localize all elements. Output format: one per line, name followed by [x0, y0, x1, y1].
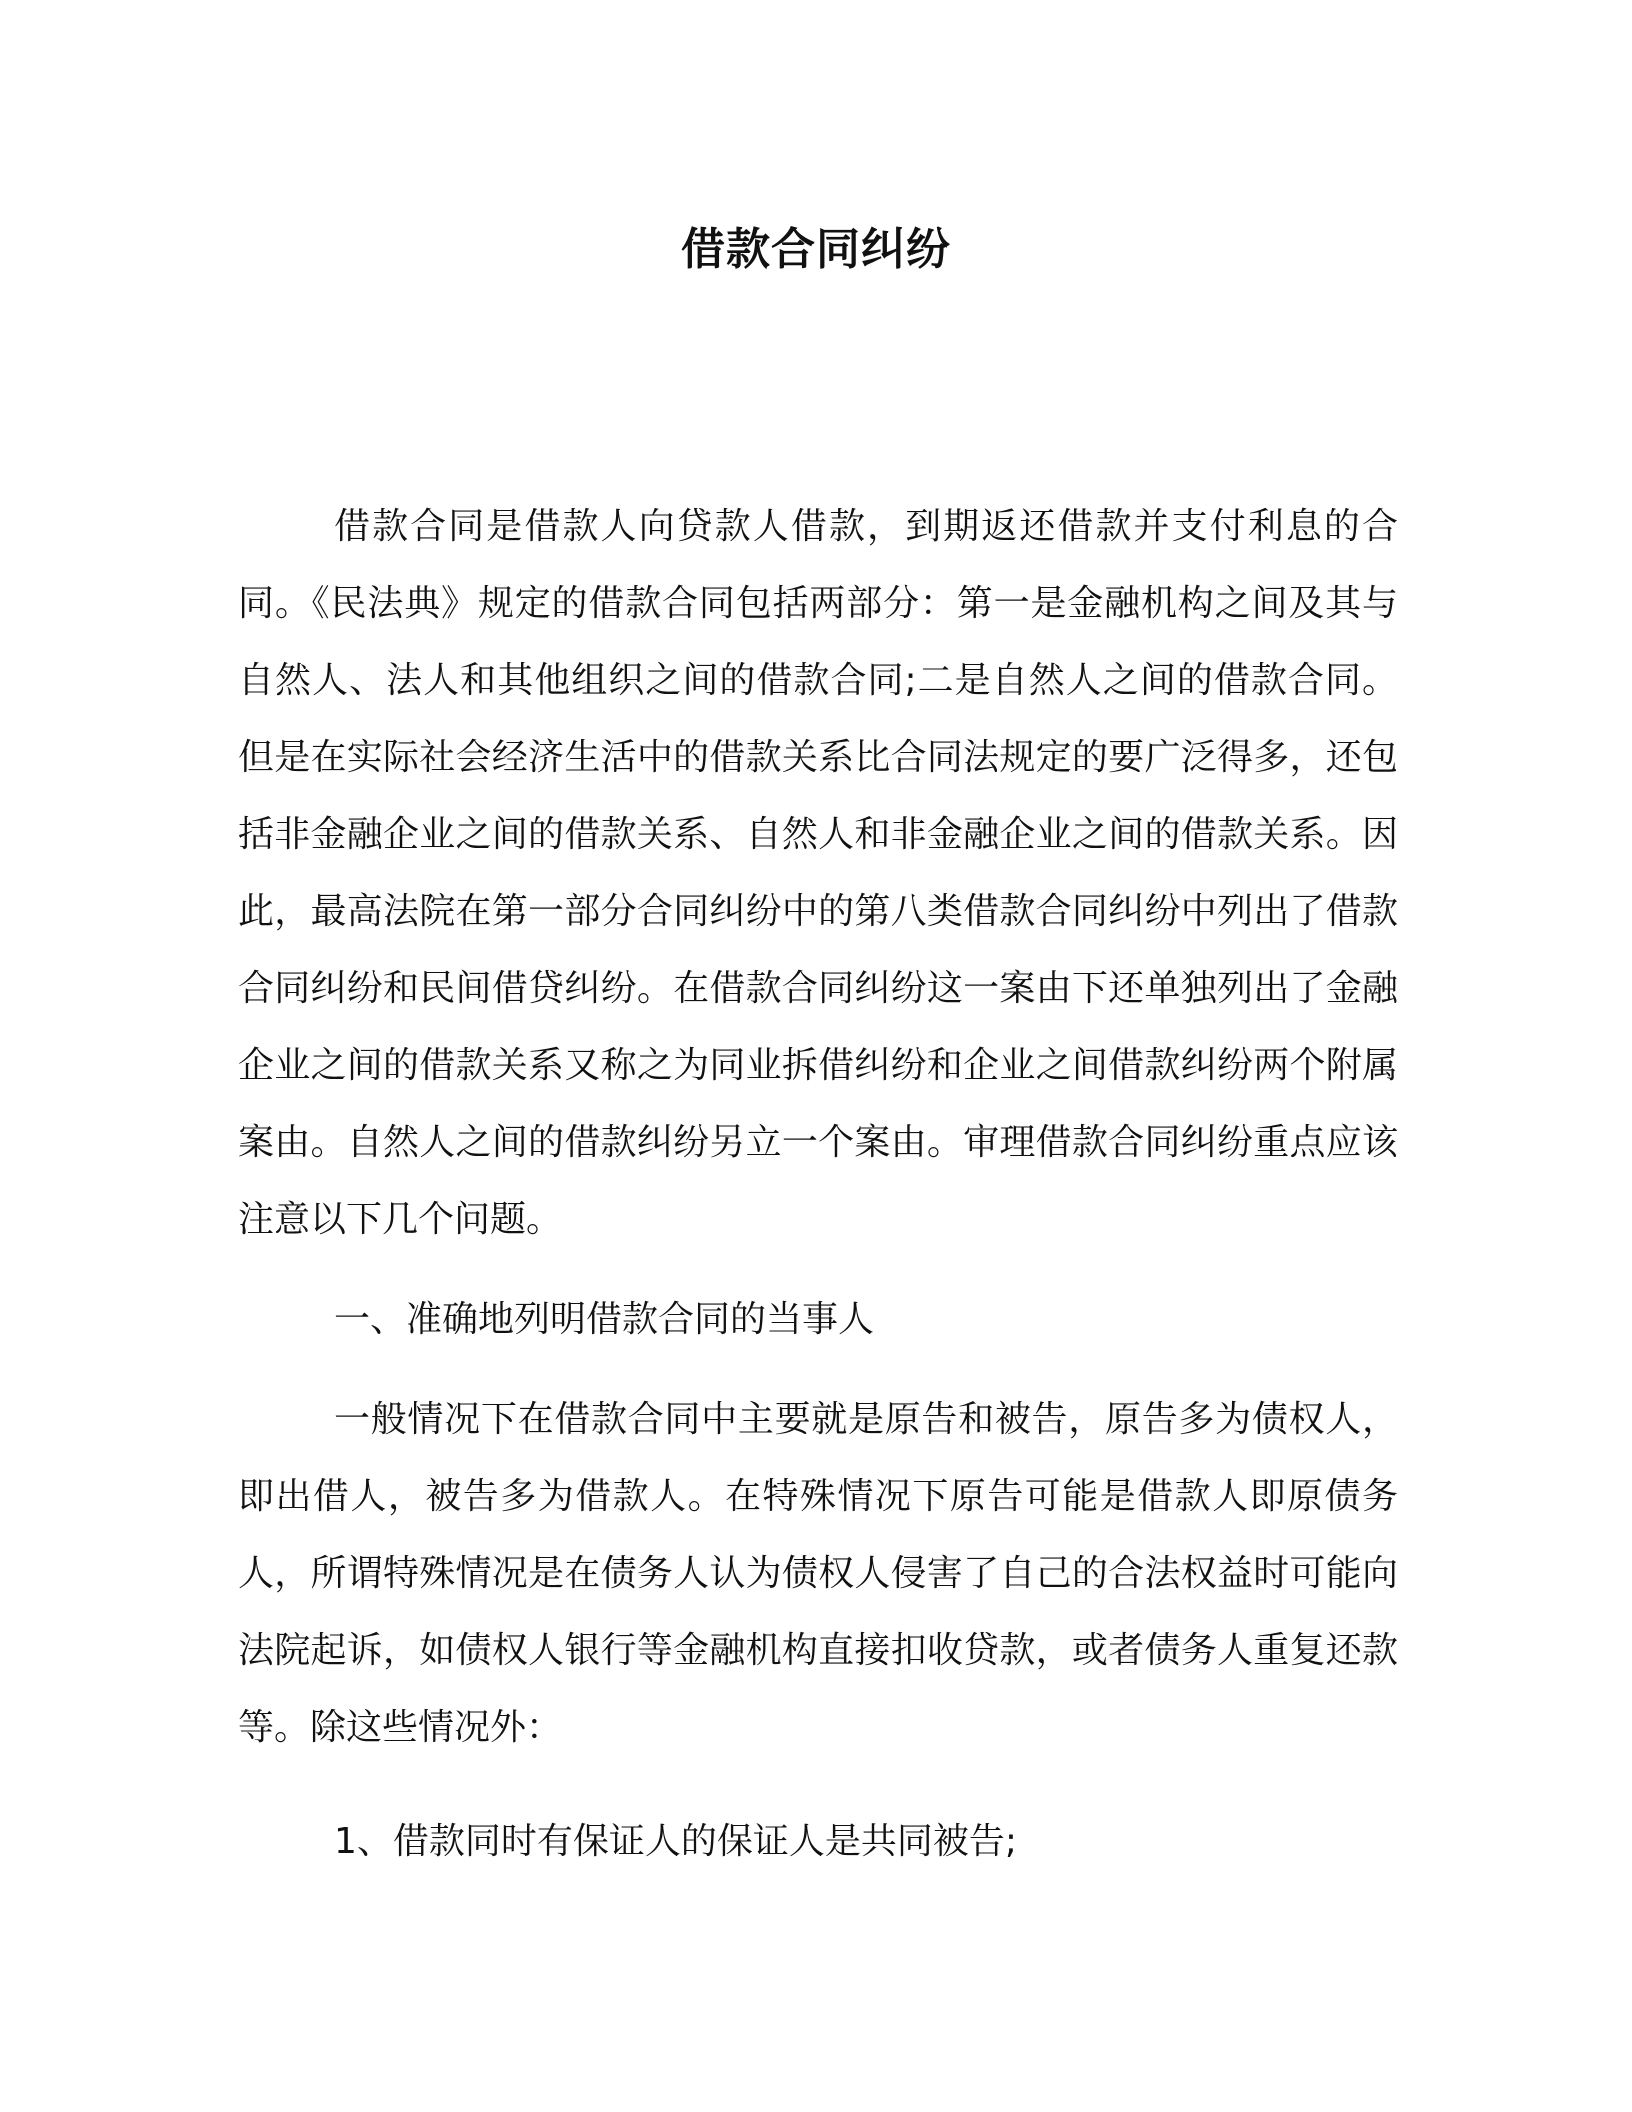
paragraph-intro: 借款合同是借款人向贷款人借款，到期返还借款并支付利息的合同。《民法典》规定的借款合同包括两部分：第一是金融机构之间及其与自然人、法人和其他组织之间的借款合同;二是自然人之间的借款合同。但是在实际社会经济生活中的借款关系比合同法规定的要广泛得多，还包括非金融企业之间的借款关系、自然人和非金融企业之间的借款关系。因此，最高法院在第一部分合同纠纷中的第八类借款合同纠纷中列出了借款合同纠纷和民间借贷纠纷。在借款合同纠纷这一案由下还单独列出了金融企业之间的借款关系又称之为同业拆借纠纷和企业之间借款纠纷两个附属案由。自然人之间的借款纠纷另立一个案由。审理借款合同纠纷重点应该注意以下几个问题。 — [238, 506, 1398, 1240]
document-body — [238, 488, 1398, 1880]
paragraph-spacer — [238, 1766, 1398, 1803]
section-heading-1: 一、准确地列明借款合同的当事人 — [334, 1299, 875, 1340]
paragraph-parties: 一般情况下在借款合同中主要就是原告和被告，原告多为债权人，即出借人，被告多为借款人。在特殊情况下原告可能是借款人即原债务人，所谓特殊情况是在债务人认为债权人侵害了自己的合法权益时可能向法院起诉，如债权人银行等金融机构直接扣收贷款，或者债务人重复还款等。除这些情况外： — [238, 1399, 1398, 1748]
list-item-1: 1、借款同时有保证人的保证人是共同被告; — [334, 1821, 1018, 1862]
paragraph-spacer — [238, 1258, 1398, 1281]
paragraph-spacer — [238, 1358, 1398, 1381]
document-title: 借款合同纠纷 — [681, 224, 951, 275]
